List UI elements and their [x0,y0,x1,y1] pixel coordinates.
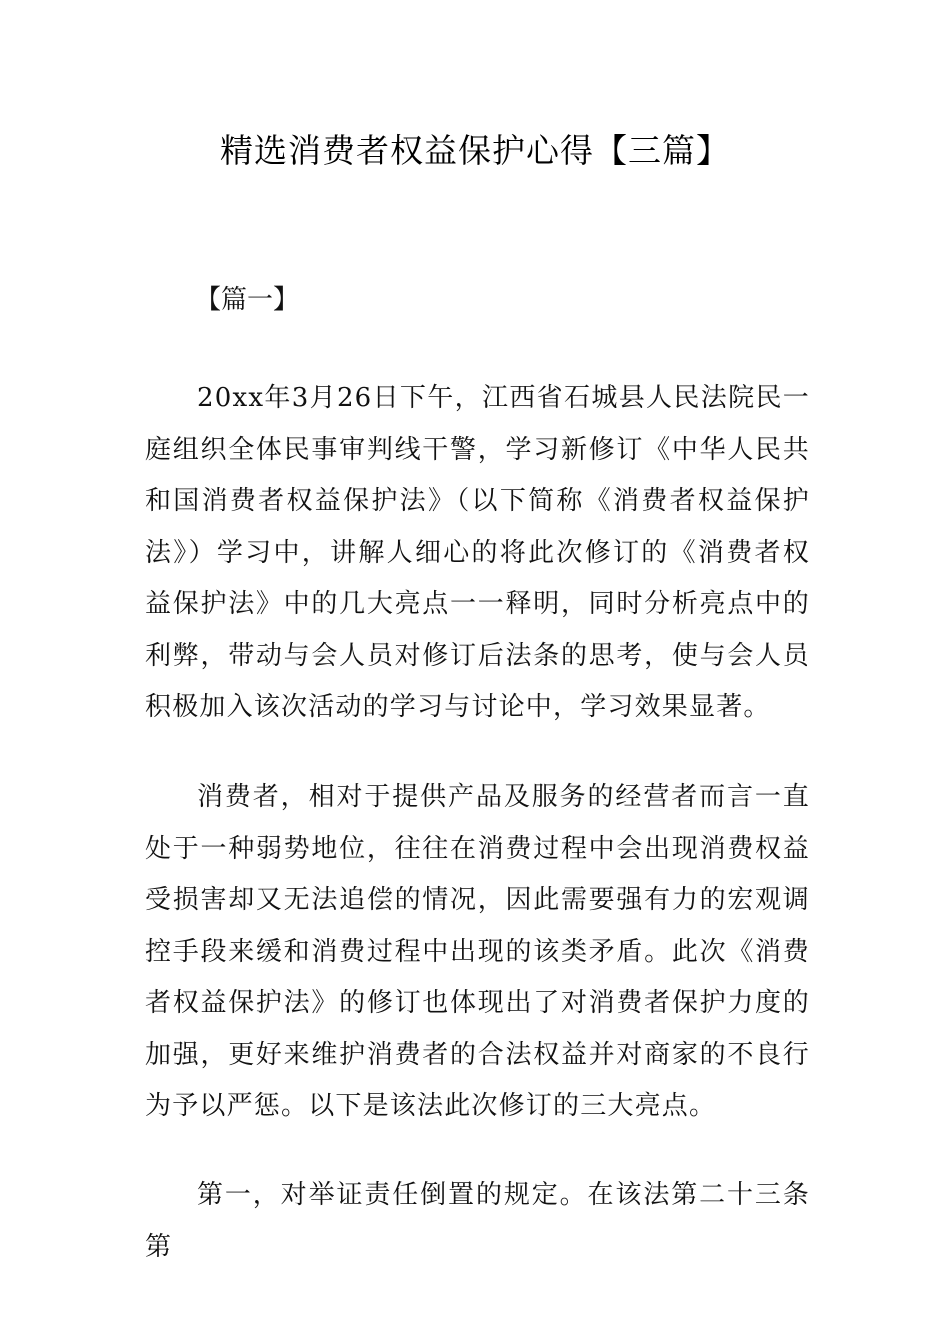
paragraph-1: 20xx年3月26日下午，江西省石城县人民法院民一庭组织全体民事审判线干警，学习新修订《中华人民共和国消费者权益保护法》（以下简称《消费者权益保护法》）学习中，讲解人细心的将此次修订的《消费者权益保护法》中的几大亮点一一释明，同时分析亮点中的利弊，带动与会人员对修订后法条的思考，使与会人员积极加入该次活动的学习与讨论中，学习效果显著。 [145,383,810,722]
section-heading: 【篇一】 [195,285,300,315]
document-title: 精选消费者权益保护心得【三篇】 [220,131,730,170]
paragraph-2: 消费者，相对于提供产品及服务的经营者而言一直处于一种弱势地位，往往在消费过程中会出现消费权益受损害却又无法追偿的情况，因此需要强有力的宏观调控手段来缓和消费过程中出现的该类矛盾。此次《消费者权益保护法》的修订也体现出了对消费者保护力度的加强，更好来维护消费者的合法权益并对商家的不良行为予以严惩。以下是该法此次修订的三大亮点。 [145,782,810,1121]
paragraph-3: 第一，对举证责任倒置的规定。在该法第二十三条第 [145,1180,810,1262]
